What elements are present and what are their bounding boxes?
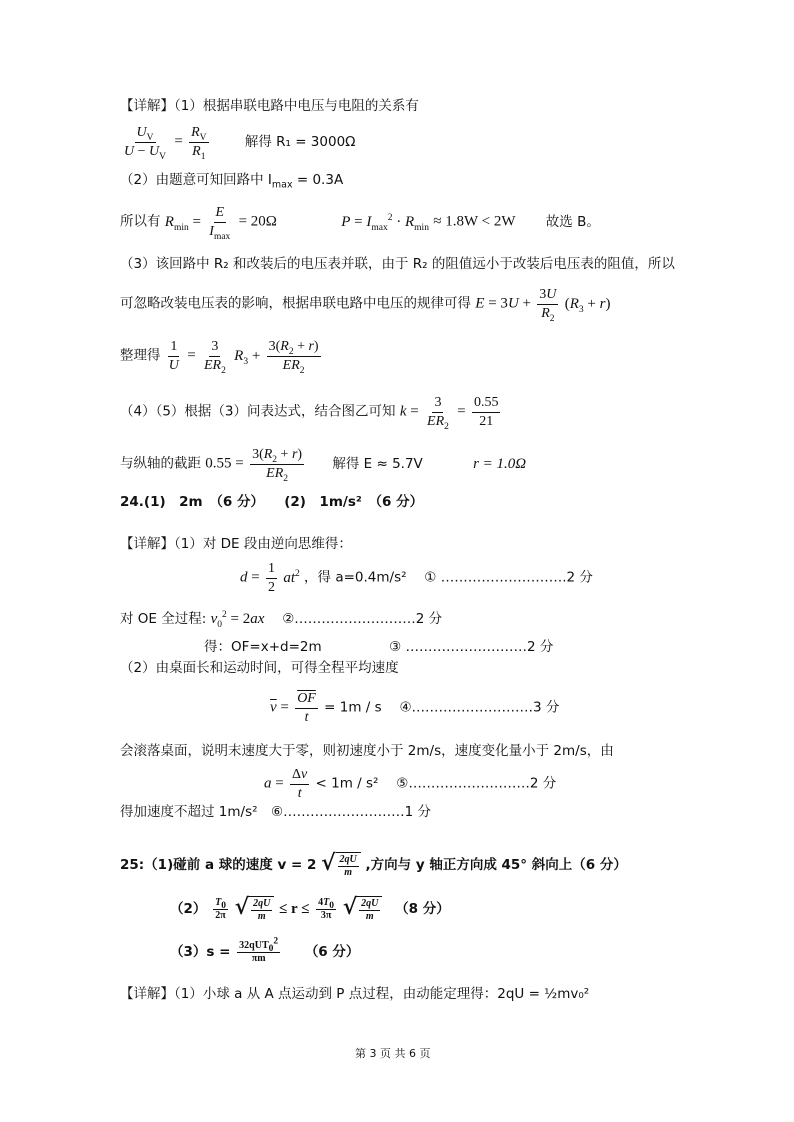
fraction-3u-r2: $\frac{3U}{R_2}$ [539, 287, 557, 324]
equation-d-tail: ，得 a=0.4m/s² ① ……………………….2 分 [304, 569, 593, 586]
equation-voltage-ratio: $\frac{U_V}{U - U_V}$ = $\frac{R_V}{R_1}$ 解得 R₁ = 3000Ω [124, 125, 356, 162]
section-24-p2-tail: ②………………………2 分 [268, 611, 443, 627]
para-1-text: （1）根据串联电路中电压与电阻的关系有 [174, 98, 419, 114]
fraction-slope [472, 394, 501, 430]
equation-average-velocity-tail: = 1m / s ④………………………3 分 [324, 699, 560, 716]
section-25-heading-pre: 25:（1)碰前 a 球的速度 v = 2 [120, 857, 317, 873]
para-7: 与纵轴的截距 0.55 = $\frac{3(R_2 + r)}{ER_2}$ 解得 E ≈ 5.7V r = 1.0Ω [120, 447, 527, 484]
item-2-pre: （2） [170, 901, 207, 917]
equation-average-velocity: $\overline{v}$ = $\frac{\overline{OF}}{t}$ = 1m / s ④………………………3 分 [270, 691, 560, 725]
section-24-heading: 24.(1) 2m （6 分） (2) 1m/s² （6 分） [120, 494, 424, 510]
section-24-p2: 对 OE 全过程: $v_0^2 = 2ax$ ②………………………2 分 [120, 610, 443, 630]
fraction-of-t: $\frac{\overline{OF}}{t}$ [297, 691, 316, 725]
sqrt-velocity: √ $\frac{2qU}{m}$ [321, 852, 361, 878]
equation-result: 解得 R₁ = 3000Ω [244, 133, 356, 150]
section-24-p1: （1）对 DE 段由逆向思维得： [174, 536, 352, 552]
para-2-text: （2）由题意可知回路中 I [120, 172, 272, 188]
fraction-dv-t: $\frac{\Delta v}{t}$ [292, 767, 308, 801]
fraction-resistance: $\frac{R_V}{R_1}$ [191, 125, 207, 162]
para-4-line-2-text: 可忽略改装电压表的影响，根据串联电路中电压的规律可得 [120, 295, 471, 312]
para-2-sub: max [271, 179, 293, 191]
section-24-detail [120, 538, 352, 552]
para-4-line-1: （3）该回路中 R₂ 和改装后的电压表并联，由于 R₂ 的阻值远小于改装后电压表的阻值，所以 [120, 256, 675, 272]
detail-title-24: 【详解】 [120, 536, 174, 552]
para-6: （4）（5）根据（3）问表达式，结合图乙可知 k = $\frac{3}{ER_2}$ = $\frac{0.55}{21}$ [120, 395, 499, 432]
section-25-item-2: （2） $\frac{T_0}{2\pi}$ √ $\frac{2qU}{m}$ ≤ r ≤ $\frac{4T_0}{3\pi}$ √ $\frac{2qU}{m}$ （8 分） [170, 894, 450, 922]
detail-title: 【详解】 [120, 98, 174, 114]
fraction-intercept: $\frac{3(R_2 + r)}{ER_2}$ [268, 339, 319, 376]
fraction-half: $\frac{1}{2}$ [268, 561, 276, 595]
section-25-heading-post: ,方向与 y 轴正方向成 45° 斜向上（6 分） [365, 857, 627, 873]
slope-num: 0.55 [472, 394, 501, 413]
section-24-p4: （2）由桌面长和运动时间，可得全程平均速度 [120, 660, 399, 676]
detail-line-1 [120, 100, 419, 114]
equation-acceleration-tail: < 1m / s² ⑤………………………2 分 [315, 775, 557, 792]
fraction-rmin: $\frac{E}{I_{max}}$ [209, 205, 231, 242]
section-24-p2-prefix: 对 OE 全过程: [120, 611, 207, 627]
para-3: 所以有 $R_{min}$ = $\frac{E}{I_{max}}$ = 20Ω $P = I_{max}^2 \cdot R_{min} \approx 1.8W < 2W$ 故选 B。 [120, 205, 600, 242]
para-4-line-2: 可忽略改装电压表的影响，根据串联电路中电压的规律可得 E = 3U + $\frac{3U}{R_2}$ $(R_3 + r)$ [120, 287, 611, 324]
section-24-p5: 会滚落桌面，说明末速度大于零，则初速度小于 2m/s，速度变化量小于 2m/s，由 [120, 743, 614, 759]
fraction-3-er2: $\frac{3}{ER_2}$ [203, 339, 226, 376]
fraction-intercept-2: $\frac{3(R_2 + r)}{ER_2}$ [252, 447, 303, 484]
para-2 [120, 172, 344, 191]
result-e: 解得 E ≈ 5.7V [332, 455, 423, 472]
fraction-k: $\frac{3}{ER_2}$ [427, 395, 449, 432]
para-5-prefix: 整理得 [120, 347, 161, 364]
equation-acceleration: a = $\frac{\Delta v}{t}$ < 1m / s² ⑤………………………2 分 [264, 767, 557, 801]
item-2-post: （8 分） [395, 901, 450, 917]
fraction-1-over-u: $\frac{1}{U}$ [168, 339, 179, 373]
para-5: 整理得 $\frac{1}{U}$ = $\frac{3}{ER_2}$ $R_3$ + $\frac{3(R_2 + r)}{ER_2}$ [120, 339, 319, 376]
choice-text: 故选 B。 [545, 213, 600, 230]
section-25-item-3: （3）s = $\frac{32qUT_0^2}{\pi m}$ （6 分） [170, 936, 360, 964]
item-3-pre: （3）s = [170, 944, 231, 960]
para-3-prefix: 所以有 [120, 213, 161, 230]
fraction-voltage: $\frac{U_V}{U - U_V}$ [124, 125, 167, 162]
para-7-prefix: 与纵轴的截距 [120, 455, 201, 472]
section-25-detail: 【详解】（1）小球 a 从 A 点运动到 P 点过程，由动能定理得：2qU = ½mv₀² [120, 986, 590, 1002]
equation-d: d = $\frac{1}{2}$ $at^2$ ，得 a=0.4m/s² ① ……………………….2 分 [240, 561, 593, 595]
result-r: r = 1.0Ω [473, 455, 527, 472]
item-3-post: （6 分） [304, 944, 360, 960]
para-6-text: （4）（5）根据（3）问表达式，结合图乙可知 [120, 403, 396, 420]
page-number: 第 3 页 共 6 页 [355, 1047, 431, 1060]
para-2-value: = 0.3A [292, 172, 344, 188]
section-24-p6: 得加速度不超过 1m/s² ⑥………………………1 分 [120, 804, 432, 820]
section-25-heading [120, 852, 627, 878]
section-24-p3: 得：OF=x+d=2m ③ ………………………2 分 [204, 639, 554, 655]
rmin-value: = 20Ω [238, 213, 277, 230]
power-value: ≈ 1.8W < 2W [433, 213, 516, 230]
slope-den: 21 [479, 413, 494, 429]
